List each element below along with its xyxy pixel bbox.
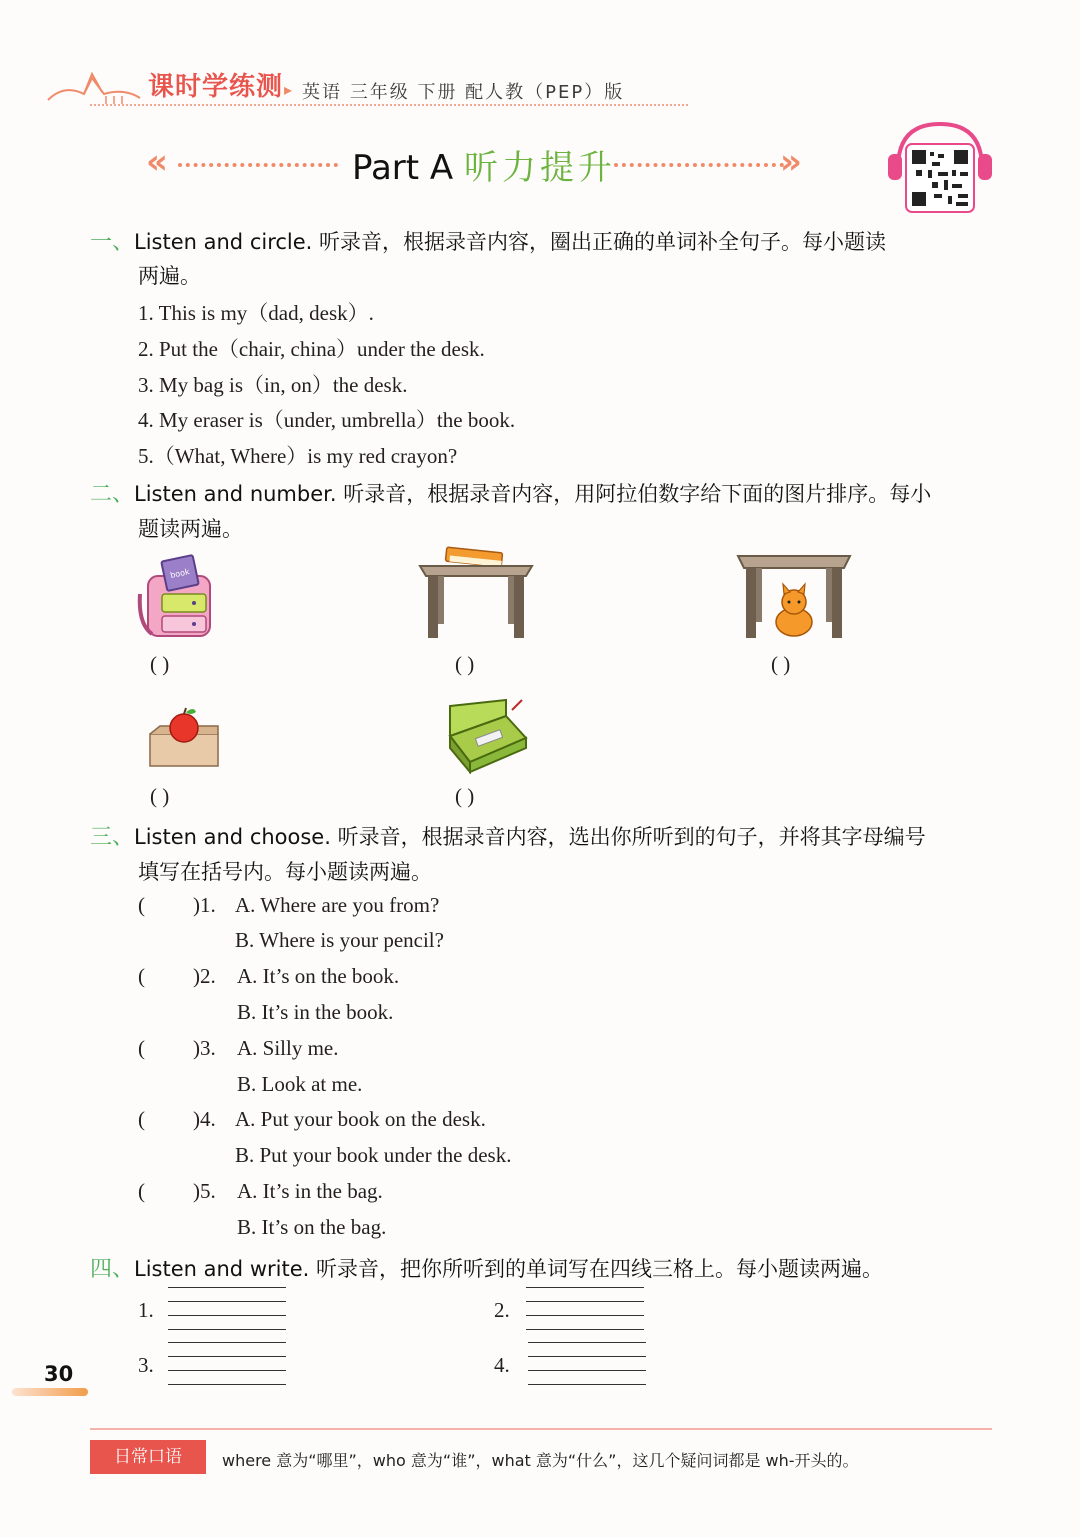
section-1-number: 一、 [90,230,135,255]
blank-number: 2. [494,1298,510,1322]
four-line-grid[interactable] [528,1342,646,1384]
schoolbag-icon [136,554,218,640]
page-number-bar [12,1388,88,1396]
four-line-grid[interactable] [168,1287,286,1329]
brand-title: 课时学练测 [148,72,284,102]
answer-bracket[interactable]: ( ) [455,784,475,808]
section-3-number: 三、 [90,825,135,850]
answer-bracket[interactable]: ( ) [771,652,791,676]
blank-number: 3. [138,1353,154,1377]
option-a: A. It’s in the bag. [237,1179,383,1203]
apple-in-box-icon [146,706,222,772]
qr-code-headphones-icon[interactable] [886,118,994,216]
section-1-title-cont: 两遍。 [138,264,201,288]
answer-paren[interactable]: ( [138,964,145,988]
book-on-desk-icon [418,544,534,642]
question-number: )1. [193,893,216,917]
decorative-dots-right [614,163,784,167]
option-a: A. Where are you from? [235,893,440,917]
double-chevron-right-icon: » [780,142,802,182]
list-item: 5.（What, Where）is my red crayon? [138,444,458,468]
question-number: )5. [193,1179,216,1203]
answer-paren[interactable]: ( [138,1036,145,1060]
section-3-heading [90,820,926,851]
answer-paren[interactable]: ( [138,893,145,917]
section-3-title: Listen and choose. 听录音，根据录音内容，选出你所听到的句子，并将其字母编号 [134,825,926,849]
question-number: )3. [193,1036,216,1060]
answer-bracket[interactable]: ( ) [455,652,475,676]
option-a: A. It’s on the book. [237,964,400,988]
book-series: 英语 三年级 下册 配人教（PEP）版 [302,82,625,103]
list-item: 4. My eraser is（under, umbrella）the book. [138,408,516,432]
answer-bracket[interactable]: ( ) [150,784,170,808]
part-title [352,140,616,189]
option-b: B. Where is your pencil? [235,928,444,952]
decorative-dots-left [178,163,338,167]
section-2-title: Listen and number. 听录音，根据录音内容，用阿拉伯数字给下面的图片排序。每小 [134,482,932,506]
list-item: 2. Put the（chair, china）under the desk. [138,337,485,361]
footer-note: where 意为“哪里”，who 意为“谁”，what 意为“什么”，这几个疑问词都是 wh-开头的。 [222,1451,859,1470]
footer-tag: 日常口语 [90,1440,206,1474]
header-divider [90,104,688,106]
part-title-cn: 听力提升 [464,148,616,188]
section-2-title-cont: 题读两遍。 [138,517,243,541]
pencil-box-icon [446,696,530,774]
answer-paren[interactable]: ( [138,1179,145,1203]
cat-under-desk-icon [736,552,852,642]
section-1-title: Listen and circle. 听录音，根据录音内容，圈出正确的单词补全句子。每小题读 [134,230,887,254]
section-2-heading [90,477,931,508]
arrow-icon: ▸ [284,80,293,99]
four-line-grid[interactable] [168,1342,286,1384]
answer-paren[interactable]: ( [138,1107,145,1131]
house-logo-icon [44,64,144,106]
question-number: )4. [193,1107,216,1131]
option-a: A. Silly me. [237,1036,339,1060]
option-b: B. It’s in the book. [237,1000,394,1024]
option-b: B. Look at me. [237,1072,363,1096]
section-4-title: Listen and write. 听录音，把你所听到的单词写在四线三格上。每小题读两遍。 [134,1257,883,1281]
book-label: book [169,567,191,580]
blank-number: 4. [494,1353,510,1377]
section-4-heading [90,1252,883,1283]
option-b: B. It’s on the bag. [237,1215,387,1239]
option-a: A. Put your book on the desk. [235,1107,486,1131]
page-number: 30 [44,1362,74,1386]
four-line-grid[interactable] [526,1287,644,1329]
answer-bracket[interactable]: ( ) [150,652,170,676]
section-2-number: 二、 [90,482,135,507]
list-item: 1. This is my（dad, desk）. [138,301,374,325]
list-item: 3. My bag is（in, on）the desk. [138,373,408,397]
double-chevron-left-icon: « [146,142,168,182]
question-number: )2. [193,964,216,988]
section-3-title-cont: 填写在括号内。每小题读两遍。 [138,860,432,884]
section-1-heading [90,225,886,256]
footer-divider [90,1428,992,1430]
blank-number: 1. [138,1298,154,1322]
option-b: B. Put your book under the desk. [235,1143,512,1167]
part-title-en: Part A [352,148,454,188]
section-4-number: 四、 [90,1257,135,1282]
